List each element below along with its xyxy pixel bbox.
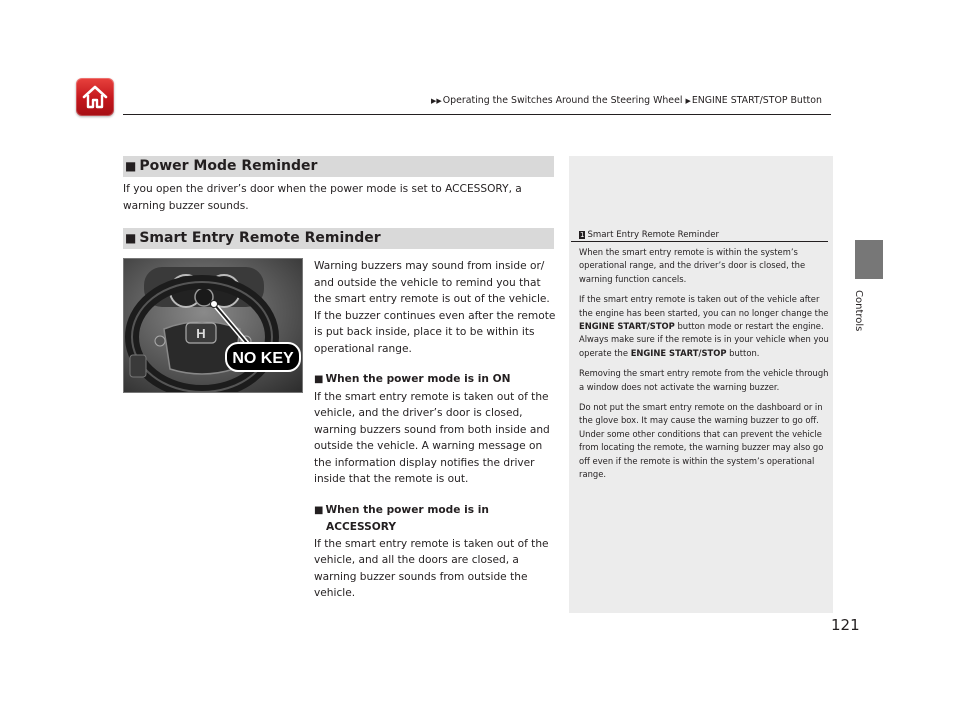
- sub-heading-accessory: ■ When the power mode is in ACCESSORY: [314, 503, 489, 533]
- breadcrumb-current: ENGINE START/STOP Button: [691, 95, 822, 106]
- home-icon: [81, 83, 109, 111]
- power-mode-text: If you open the driver’s door when the power mode is set to ACCESSORY, a warning buzzer sounds.: [123, 183, 522, 212]
- steering-wheel-image: [123, 258, 303, 393]
- notes-body: [579, 246, 829, 489]
- svg-text:H: H: [196, 326, 206, 341]
- breadcrumb-arrow-icon: ▶▶: [431, 97, 442, 105]
- breadcrumb: [431, 95, 822, 106]
- page-number: 121: [831, 616, 860, 634]
- note-icon: 1: [580, 231, 585, 239]
- power-on-text: If the smart entry remote is taken out of the vehicle, and the driver’s door is closed, warning buzzers sound from both inside and outside the vehicle. A warning message on the information display notifies the driver inside that the remote is out.: [314, 390, 550, 485]
- smart-entry-intro: Warning buzzers may sound from inside or/ and outside the vehicle to remind you that the smart entry remote is out of the vehicle. If the buzzer continues even after the remote is put back inside, place it to be within its operational range.: [314, 260, 556, 355]
- no-key-label: NO KEY: [232, 350, 294, 367]
- breadcrumb-arrow-icon: ▶: [685, 97, 691, 105]
- home-button[interactable]: [76, 78, 114, 116]
- notes-title: 1 Smart Entry Remote Reminder: [580, 230, 720, 240]
- smart-entry-column: [314, 258, 558, 602]
- header-rule: [123, 114, 831, 115]
- chapter-tab[interactable]: [855, 240, 883, 279]
- notes-paragraph-engine: If the smart entry remote is taken out of the vehicle after the engine has been started, you can no longer change the ENGINE START/STOP button mode or restart the engine. Always make sure if the remote is in your vehicle when you operate the ENGINE START/STOP button.: [579, 294, 829, 358]
- notes-rule: [571, 241, 828, 242]
- sub-heading-power-on: ■ When the power mode is in ON: [314, 373, 511, 385]
- breadcrumb-parent[interactable]: Operating the Switches Around the Steering Wheel: [442, 95, 683, 106]
- notes-paragraph: Removing the smart entry remote from the vehicle through a window does not activate the warning buzzer.: [579, 368, 829, 392]
- notes-paragraph: Do not put the smart entry remote on the dashboard or in the glove box. It may cause the warning buzzer to go off. Under some other conditions that can prevent the vehicle from locating the remote, the warning buzzer may also go off even if the remote is within the system’s operational range.: [579, 402, 824, 480]
- chapter-label: Controls: [853, 290, 864, 332]
- section-heading-smart-entry: ■ Smart Entry Remote Reminder: [123, 228, 554, 249]
- accessory-text: If the smart entry remote is taken out of the vehicle, and all the doors are closed, a warning buzzer sounds from outside the vehicle.: [314, 537, 549, 599]
- notes-paragraph: When the smart entry remote is within the system’s operational range, and the driver’s door is closed, the warning function cancels.: [579, 247, 806, 284]
- section-heading-power-mode: ■ Power Mode Reminder: [123, 156, 554, 177]
